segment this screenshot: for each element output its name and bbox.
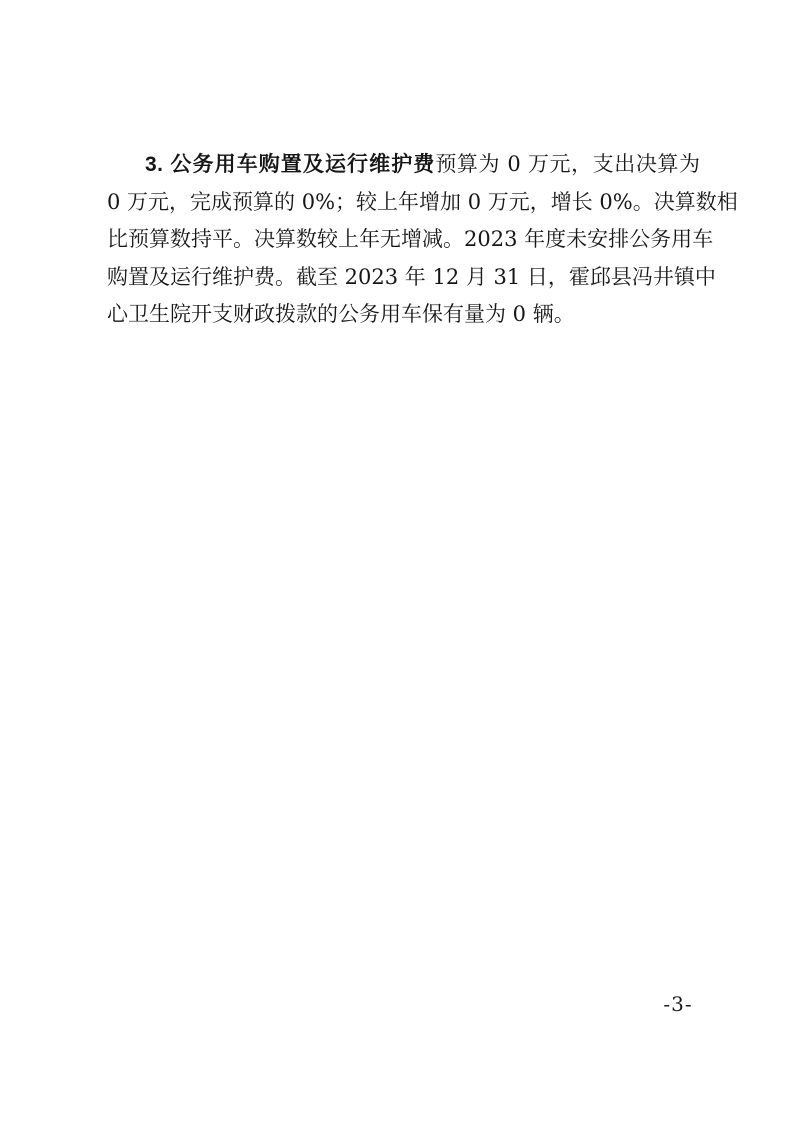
paragraph-line-3: 比预算数持平。决算数较上年无增减。2023 年度未安排公务用车 [107, 227, 714, 251]
paragraph-run-in-heading: 3. 公务用车购置及运行维护费 [145, 153, 436, 176]
paragraph-line-4: 购置及运行维护费。截至 2023 年 12 月 31 日，霍邱县冯井镇中 [107, 264, 716, 289]
paragraph-line-2: 0 万元，完成预算的 0%；较上年增加 0 万元，增长 0%。决算数相 [107, 189, 738, 214]
paragraph-block [107, 146, 738, 334]
paragraph-line-1-text: 预算为 0 万元，支出决算为 [435, 152, 700, 176]
paragraph-line-5: 心卫生院开支财政拨款的公务用车保有量为 0 辆。 [107, 302, 575, 326]
paragraph-line-1 [107, 146, 700, 184]
page-number: -3- [663, 992, 693, 1016]
